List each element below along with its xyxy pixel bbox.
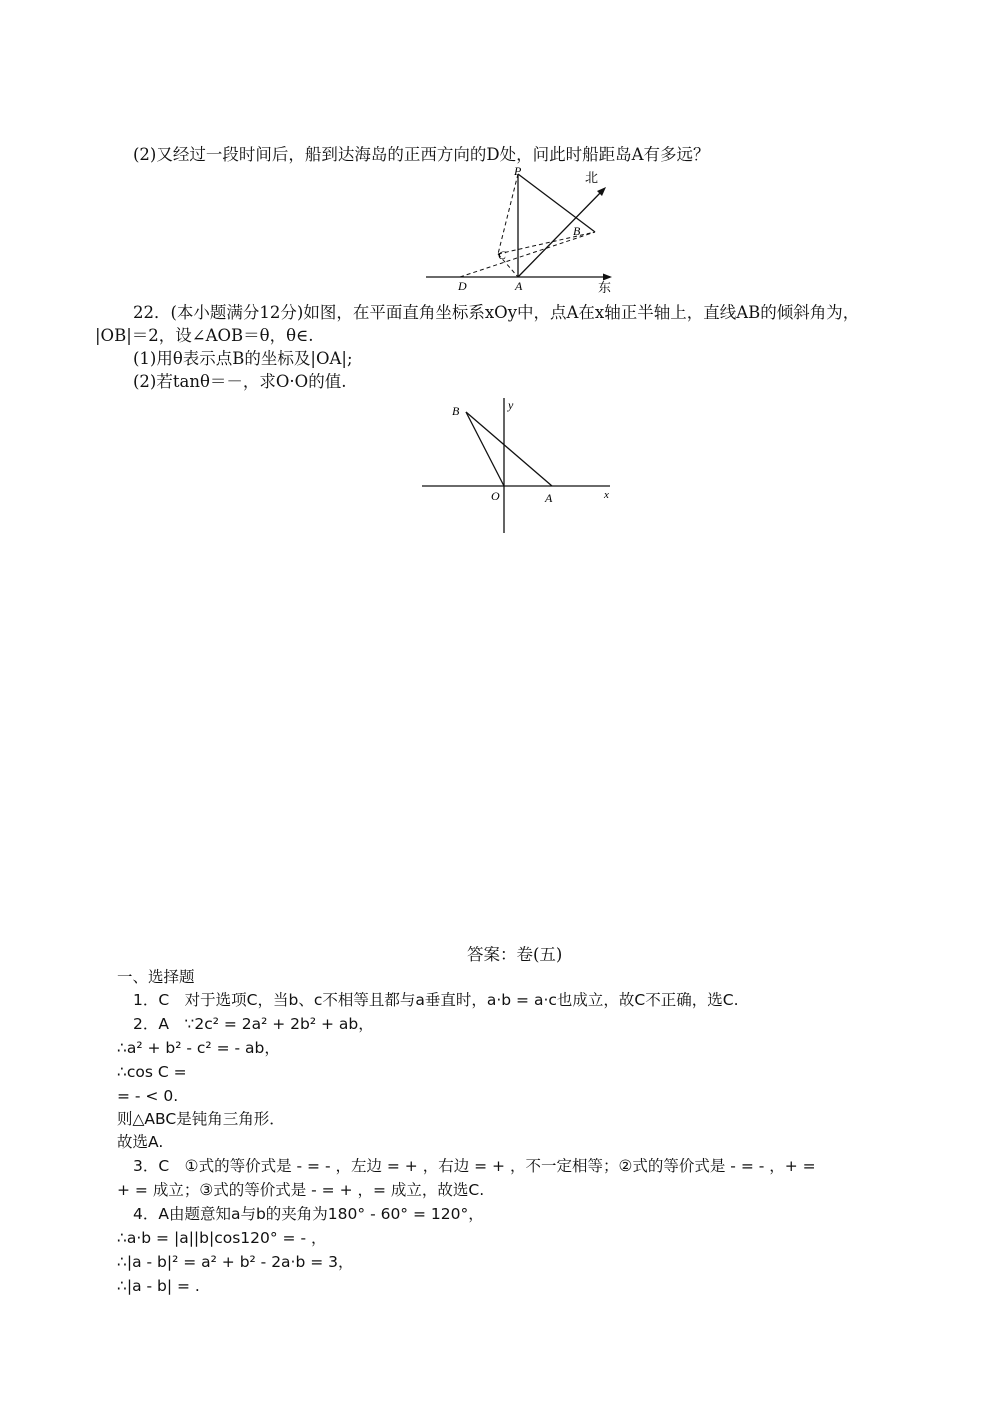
label-B: B [452, 404, 460, 418]
segment-PB [518, 174, 595, 232]
label-P: P [514, 164, 522, 178]
label-y: y [508, 398, 514, 412]
answer-2-line5: 则△ABC是钝角三角形． [117, 1110, 285, 1128]
problem22-part1: (1)用θ表示点B的坐标及|OA|; [133, 349, 353, 368]
label-A: A [515, 279, 523, 293]
answers-section-heading: 一、选择题 [117, 968, 195, 986]
answer-3-line2: + = 成立；③式的等价式是 - = + ，= 成立，故选C. [117, 1181, 485, 1199]
east-arrowhead [603, 274, 612, 281]
segment-PC [498, 174, 518, 254]
answer-4-line1: 4．A由题意知a与b的夹角为180° - 60° = 120°， [133, 1205, 484, 1223]
problem22-line2: |OB|＝2，设∠AOB＝θ，θ∈. [95, 326, 314, 345]
figure-ship-island [420, 164, 620, 294]
problem22-line1: 22．(本小题满分12分)如图，在平面直角坐标系xOy中，点A在x轴正半轴上，直线AB的倾斜角为， [133, 303, 860, 322]
answer-2-line3: ∴cos C = [117, 1063, 187, 1081]
segment-CB [498, 232, 595, 254]
answer-1: 1．C 对于选项C，当b、c不相等且都与a垂直时，a·b = a·c也成立，故C不正确，选C. [133, 991, 739, 1009]
label-A: A [545, 491, 553, 505]
answer-2-line4: = - < 0. [117, 1087, 179, 1105]
answer-2-line6: 故选A. [117, 1133, 164, 1151]
label-C: C [498, 248, 507, 262]
segment-OB [466, 412, 504, 486]
problem22-part2: (2)若tanθ＝－，求O·O的值. [133, 372, 347, 391]
answers-title: 答案：卷(五) [467, 945, 563, 964]
answer-2-line1: 2．A ∵2c² = 2a² + 2b² + ab， [133, 1015, 374, 1033]
label-north: 北 [585, 171, 599, 186]
segment-DB [460, 232, 595, 277]
answer-3-line1: 3．C ①式的等价式是 - = - ，左边 = + ，右边 = + ，不一定相等；②式的等价式是 - = - ，+ = [133, 1157, 816, 1175]
answer-2-line2: ∴a² + b² - c² = - ab， [117, 1039, 280, 1057]
label-x: x [604, 489, 609, 501]
figure-coordinate-plane [420, 396, 620, 536]
answer-4-line2: ∴a·b = |a||b|cos120° = - ， [117, 1229, 327, 1247]
label-east: 东 [598, 281, 612, 294]
problem21-part2: (2)又经过一段时间后，船到达海岛的正西方向的D处，问此时船距岛A有多远？ [133, 145, 710, 164]
segment-AB [466, 412, 552, 486]
label-B: B [573, 224, 581, 238]
label-O: O [491, 489, 500, 503]
answer-4-line3: ∴|a - b|² = a² + b² - 2a·b = 3， [117, 1253, 354, 1271]
answer-4-line4: ∴|a - b| = . [117, 1277, 200, 1295]
label-D: D [458, 279, 467, 293]
